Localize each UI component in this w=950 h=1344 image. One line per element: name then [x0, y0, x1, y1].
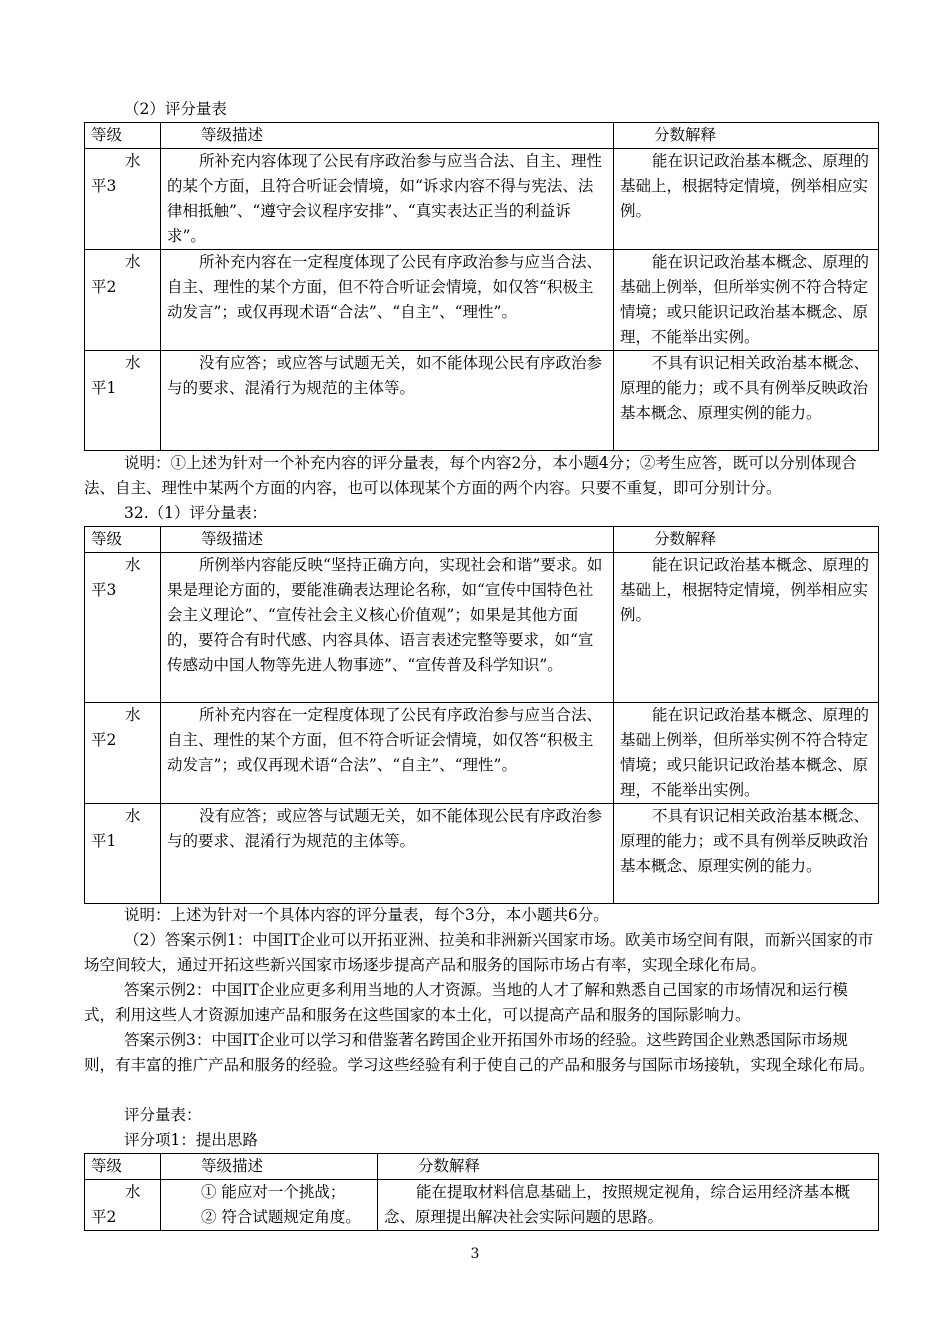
- level-cell: 水平2: [85, 250, 161, 351]
- section1-rubric-table: [84, 122, 879, 451]
- header-description: 等级描述: [161, 123, 614, 149]
- table-row: [85, 250, 879, 351]
- header-score: 分数解释: [614, 123, 879, 149]
- answer-example-1: （2）答案示例1：中国IT企业可以开拓亚洲、拉美和非洲新兴国家市场。欧美市场空间有限，而新兴国家的市场空间较大，通过开拓这些新兴国家市场逐步提高产品和服务的国际市场占有率，实现全球化布局。: [84, 931, 874, 974]
- level-cell: 水平1: [85, 351, 161, 451]
- section3-rubric-table: [84, 1153, 879, 1231]
- table-row: [85, 703, 879, 804]
- criterion-2: ② 符合试题规定角度。: [201, 1208, 361, 1226]
- header-description: 等级描述: [161, 527, 614, 553]
- score-cell: 能在识记政治基本概念、原理的基础上，根据特定情境，例举相应实例。: [614, 553, 879, 703]
- section3-title: 评分量表：: [124, 1106, 202, 1124]
- score-cell: 能在识记政治基本概念、原理的基础上例举，但所举实例不符合特定情境；或只能识记政治基本概念、原理，不能举出实例。: [614, 250, 879, 351]
- table-row: [85, 149, 879, 250]
- description-cell: 所例举内容能反映“坚持正确方向，实现社会和谐”要求。如果是理论方面的，要能准确表达理论名称，如“宣传中国特色社会主义理论”、“宣传社会主义核心价值观”；如果是其他方面的，要符合有时代感、内容具体、语言表述完整等要求，如“宣传感动中国人物等先进人物事迹”、“宣传普及科学知识”。: [161, 553, 614, 703]
- criterion-1: ① 能应对一个挑战；: [201, 1183, 346, 1201]
- section1-note: 说明：①上述为针对一个补充内容的评分量表，每个内容2分，本小题4分；②考生应答，既可以分别体现合法、自主、理性中某两个方面的内容，也可以体现某个方面的两个内容。只要不重复，即可分别计分。: [84, 454, 857, 497]
- description-cell: 没有应答；或应答与试题无关，如不能体现公民有序政治参与的要求、混淆行为规范的主体等。: [161, 351, 614, 451]
- header-level: 等级: [85, 527, 161, 553]
- header-description: 等级描述: [161, 1154, 378, 1180]
- section1-title: （2）评分量表: [124, 100, 227, 118]
- score-cell: 不具有识记相关政治基本概念、原理的能力；或不具有例举反映政治基本概念、原理实例的能力。: [614, 351, 879, 451]
- level-cell: 水平2: [85, 703, 161, 804]
- answer-example-2: 答案示例2：中国IT企业应更多利用当地的人才资源。当地的人才了解和熟悉自己国家的市场情况和运行模式，利用这些人才资源加速产品和服务在这些国家的本土化，可以提高产品和服务的国际影响力。: [84, 981, 848, 1024]
- table-row: [85, 804, 879, 904]
- description-cell: 所补充内容体现了公民有序政治参与应当合法、自主、理性的某个方面，且符合听证会情境，如“诉求内容不得与宪法、法律相抵触”、“遵守会议程序安排”、“真实表达正当的利益诉求”。: [161, 149, 614, 250]
- description-cell: 所补充内容在一定程度体现了公民有序政治参与应当合法、自主、理性的某个方面，但不符合听证会情境，如仅答“积极主动发言”；或仅再现术语“合法”、“自主”、“理性”。: [161, 250, 614, 351]
- table-header-row: [85, 123, 879, 149]
- level-cell: 水平3: [85, 553, 161, 703]
- page-number: 3: [470, 1246, 480, 1262]
- section2-title: 32.（1）评分量表：: [124, 504, 268, 522]
- score-cell: 能在识记政治基本概念、原理的基础上例举，但所举实例不符合特定情境；或只能识记政治基本概念、原理，不能举出实例。: [614, 703, 879, 804]
- level-cell: 水平2: [85, 1180, 161, 1231]
- section3-subtitle: 评分项1：提出思路: [124, 1131, 258, 1149]
- description-cell: 所补充内容在一定程度体现了公民有序政治参与应当合法、自主、理性的某个方面，但不符合听证会情境，如仅答“积极主动发言”；或仅再现术语“合法”、“自主”、“理性”。: [161, 703, 614, 804]
- header-level: 等级: [85, 1154, 161, 1180]
- score-cell: 不具有识记相关政治基本概念、原理的能力；或不具有例举反映政治基本概念、原理实例的能力。: [614, 804, 879, 904]
- table-row: [85, 1180, 879, 1231]
- description-cell: 没有应答；或应答与试题无关，如不能体现公民有序政治参与的要求、混淆行为规范的主体等。: [161, 804, 614, 904]
- header-score: 分数解释: [614, 527, 879, 553]
- section2-note: 说明：上述为针对一个具体内容的评分量表，每个3分，本小题共6分。: [124, 906, 609, 924]
- level-cell: 水平1: [85, 804, 161, 904]
- score-cell: 能在识记政治基本概念、原理的基础上，根据特定情境，例举相应实例。: [614, 149, 879, 250]
- header-score: 分数解释: [378, 1154, 879, 1180]
- table-row: [85, 351, 879, 451]
- table-row: [85, 553, 879, 703]
- answer-example-3: 答案示例3：中国IT企业可以学习和借鉴著名跨国企业开拓国外市场的经验。这些跨国企业熟悉国际市场规则，有丰富的推广产品和服务的经验。学习这些经验有利于使自己的产品和服务与国际市场接轨，实现全球化布局。: [84, 1031, 875, 1074]
- score-cell: 能在提取材料信息基础上，按照规定视角，综合运用经济基本概念、原理提出解决社会实际问题的思路。: [378, 1180, 879, 1231]
- table-header-row: [85, 527, 879, 553]
- description-cell: [161, 1180, 378, 1231]
- table-header-row: [85, 1154, 879, 1180]
- header-level: 等级: [85, 123, 161, 149]
- level-cell: 水平3: [85, 149, 161, 250]
- section2-rubric-table: [84, 526, 879, 904]
